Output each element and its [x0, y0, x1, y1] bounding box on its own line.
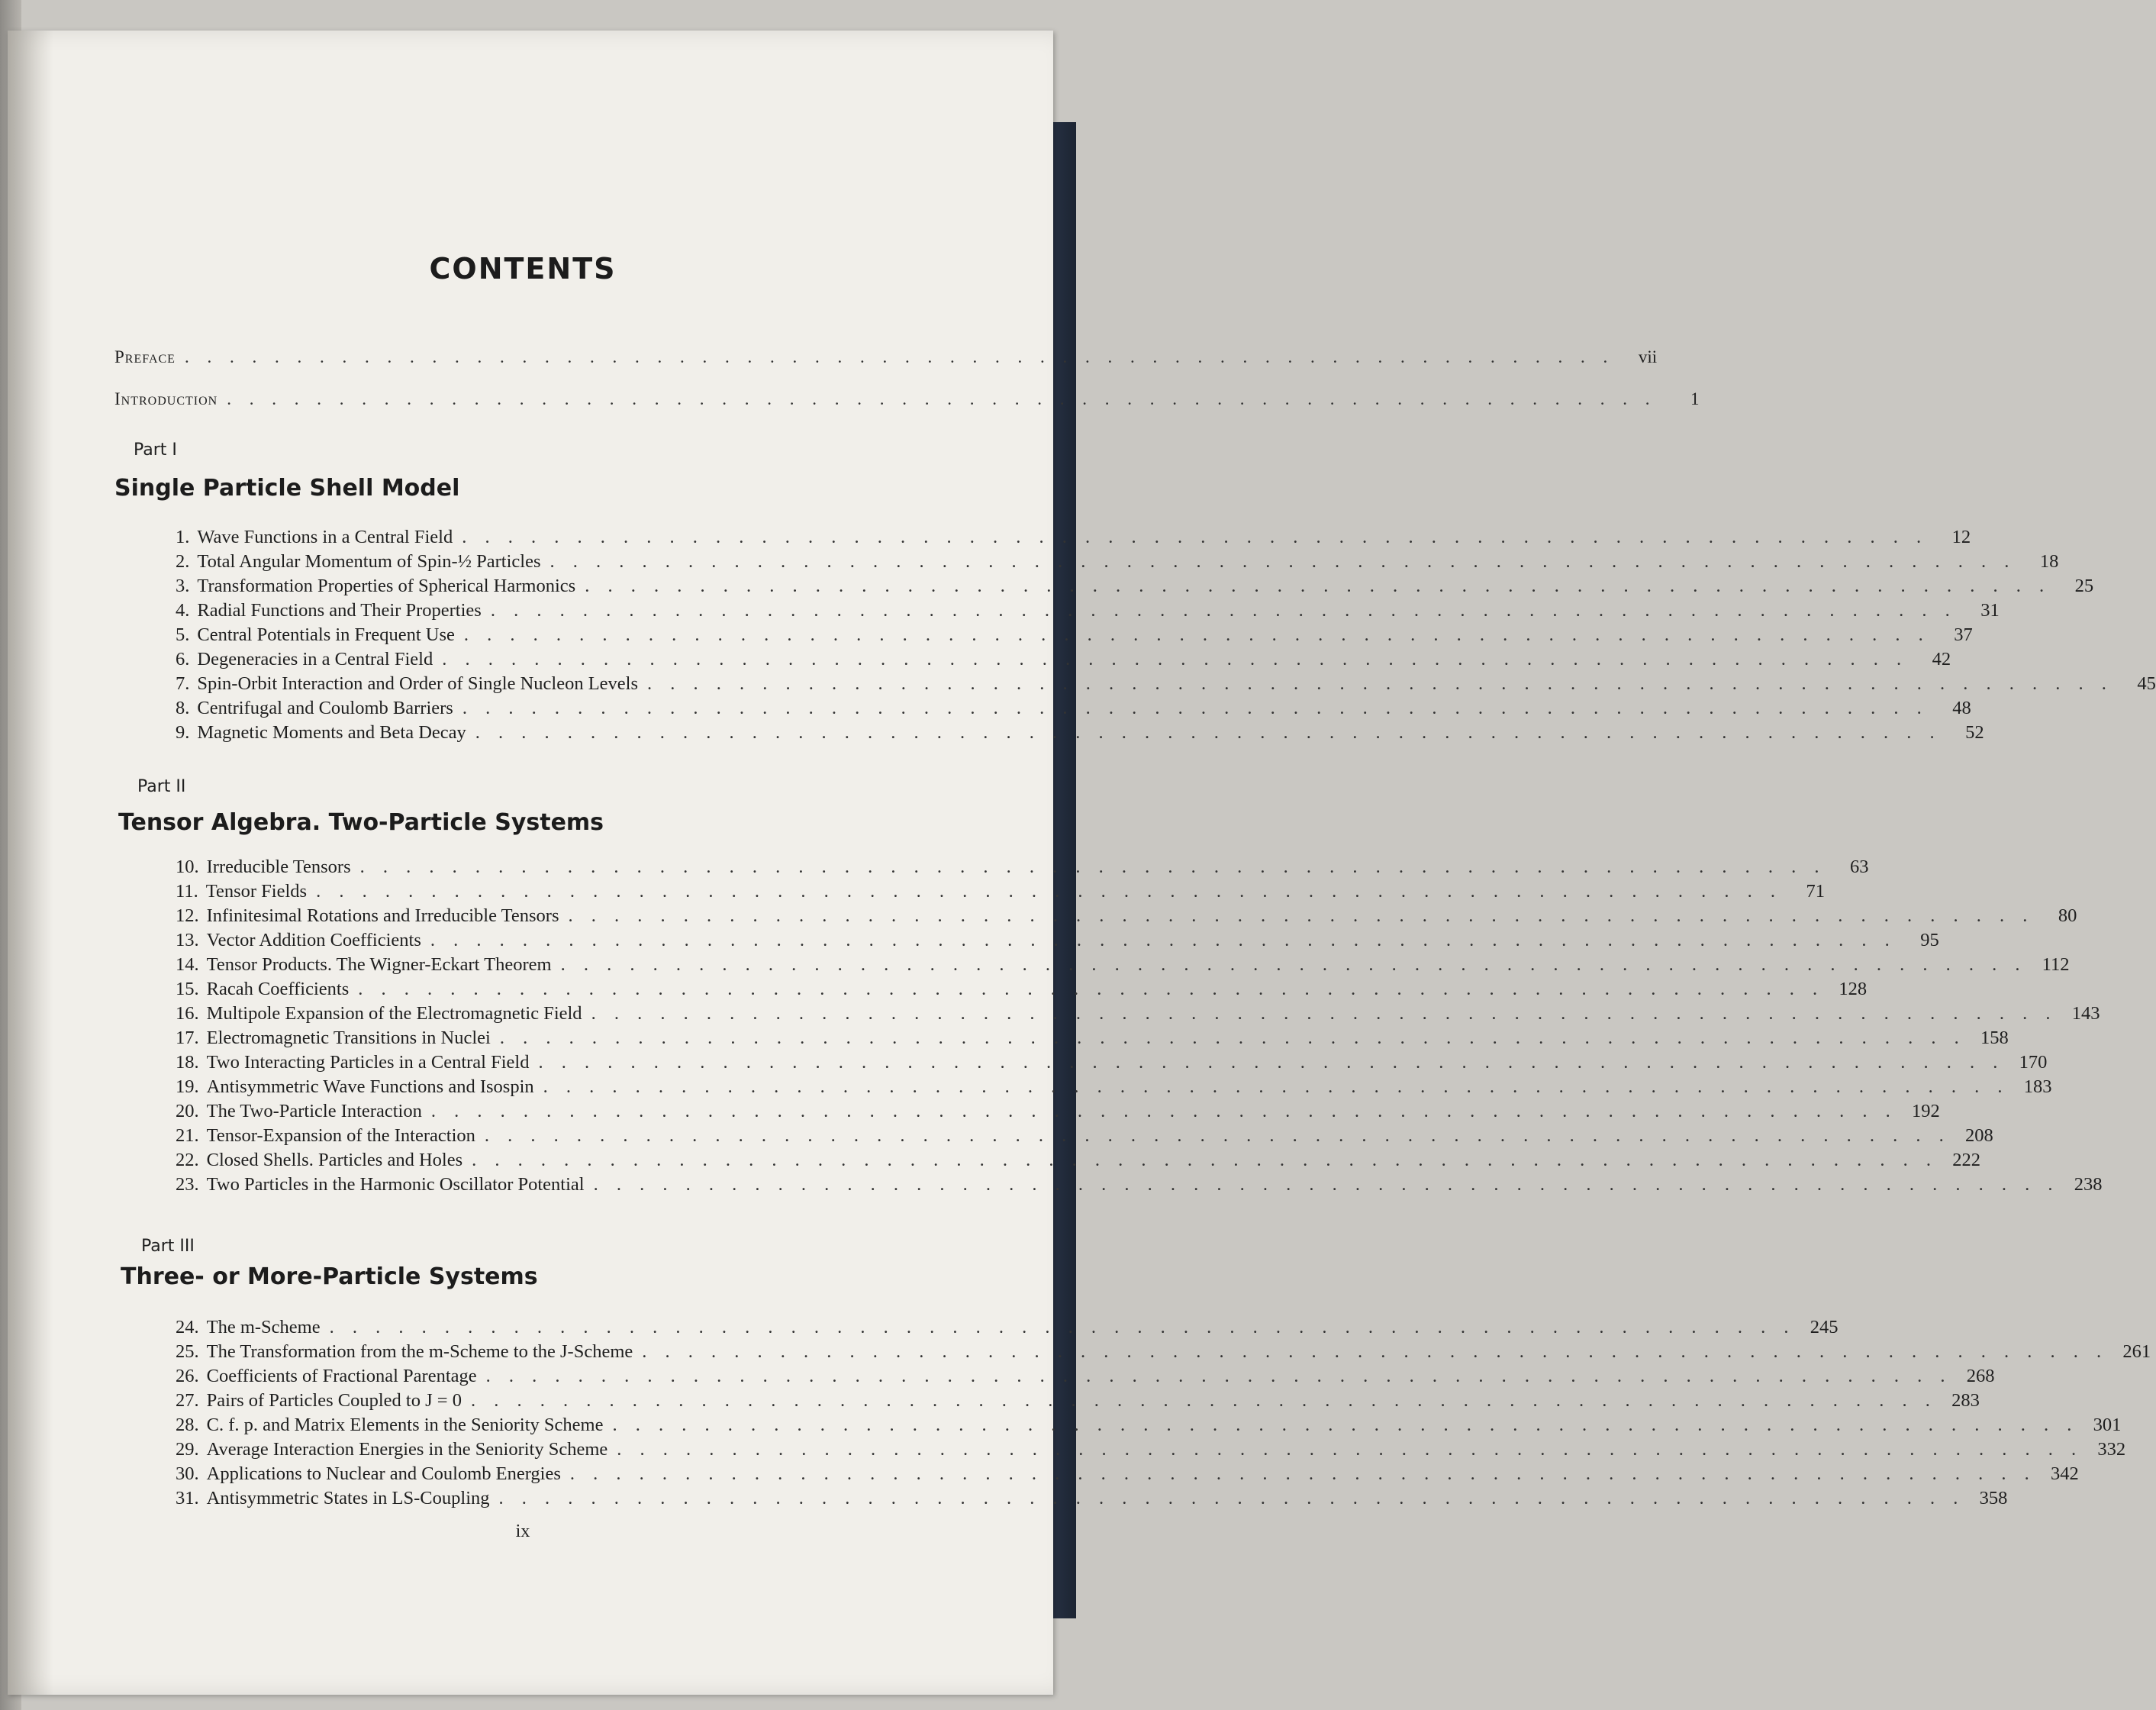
- chapter-number: 27.: [176, 1390, 199, 1411]
- chapter-number: 4.: [176, 600, 190, 621]
- chapter-number: 14.: [176, 954, 199, 975]
- chapter-page-number: 170: [2019, 1052, 2048, 1073]
- dot-leader: . . . . . . . . . . . . . . . . . . . . . . . . . . . . . . . . . . . . . . . . . . . . . . . . . . . . . . . . . . . . . . . .: [470, 1390, 1937, 1411]
- chapter-title: Magnetic Moments and Beta Decay: [197, 722, 466, 743]
- chapter-page-number: 261: [2122, 1341, 2151, 1362]
- chapter-entry[interactable]: [176, 1463, 2079, 1488]
- part-2-chapter-list: [176, 857, 2103, 1199]
- chapter-number: 18.: [176, 1052, 199, 1073]
- chapter-title: Total Angular Momentum of Spin-½ Particles: [197, 551, 541, 572]
- chapter-entry[interactable]: [176, 624, 1973, 649]
- chapter-number: 2.: [176, 551, 190, 572]
- dot-leader: . . . . . . . . . . . . . . . . . . . . . . . . . . . . . . . . . . . . . . . . . . . . . . . . . . . . . . . . . . . . . . . .: [549, 551, 2016, 572]
- chapter-number: 6.: [176, 649, 190, 669]
- chapter-title: Central Potentials in Frequent Use: [197, 624, 455, 645]
- chapter-page-number: 45: [2137, 673, 2156, 694]
- chapter-title: Centrifugal and Coulomb Barriers: [197, 698, 453, 718]
- chapter-entry[interactable]: [176, 527, 1971, 551]
- chapter-entry[interactable]: [176, 1439, 2126, 1463]
- chapter-title: Transformation Properties of Spherical Harmonics: [197, 576, 576, 596]
- chapter-title: Vector Addition Coefficients: [206, 930, 421, 950]
- chapter-page-number: 48: [1952, 698, 1971, 718]
- dot-leader: . . . . . . . . . . . . . . . . . . . . . . . . . . . . . . . . . . . . . . . . . . . . . . . . . . . . . . . . . . . . . . . .: [569, 1463, 2036, 1484]
- chapter-entry[interactable]: [176, 1052, 2048, 1076]
- chapter-page-number: 192: [1911, 1101, 1940, 1121]
- chapter-page-number: 12: [1951, 527, 1971, 547]
- chapter-number: 24.: [176, 1317, 199, 1337]
- part-1-label: Part I: [134, 440, 177, 460]
- chapter-number: 5.: [176, 624, 190, 645]
- chapter-page-number: 95: [1920, 930, 1939, 950]
- dot-leader: . . . . . . . . . . . . . . . . . . . . . . . . . . . . . . . . . . . . . . . . . . . . . . . . . . . . . . . . . . . . . . . .: [442, 649, 1909, 669]
- chapter-entry[interactable]: [176, 1076, 2052, 1101]
- contents-heading: CONTENTS: [429, 252, 617, 286]
- chapter-title: C. f. p. and Matrix Elements in the Seniority Scheme: [206, 1415, 604, 1435]
- chapter-page-number: 245: [1810, 1317, 1839, 1337]
- chapter-entry[interactable]: [176, 1028, 2009, 1052]
- chapter-page-number: 71: [1806, 881, 1825, 902]
- chapter-title: Two Interacting Particles in a Central Field: [206, 1052, 530, 1073]
- dot-leader: . . . . . . . . . . . . . . . . . . . . . . . . . . . . . . . . . . . . . . . . . . . . . . . . . . . . . . . . . . . . . . . .: [358, 979, 1825, 999]
- dot-leader: . . . . . . . . . . . . . . . . . . . . . . . . . . . . . . . . . . . . . . . . . . . . . . . . . . . . . . . . . . . . . . . .: [568, 905, 2035, 926]
- dot-leader: . . . . . . . . . . . . . . . . . . . . . . . . . . . . . . . . . . . . . . . . . . . . . . . . . . . . . . . . . . . . . . . .: [490, 600, 1957, 621]
- chapter-number: 10.: [176, 857, 199, 877]
- chapter-number: 9.: [176, 722, 190, 743]
- chapter-page-number: 112: [2042, 954, 2070, 975]
- chapter-entry[interactable]: [176, 1125, 1993, 1150]
- chapter-entry[interactable]: [176, 576, 2094, 600]
- chapter-title: Applications to Nuclear and Coulomb Energies: [206, 1463, 561, 1484]
- dot-leader: . . . . . . . . . . . . . . . . . . . . . . . . . . . . . . . . . . . . . . . . . . . . . . . . . . . . . . . . . . . . . . . .: [472, 1150, 1938, 1170]
- chapter-entry[interactable]: [176, 954, 2070, 979]
- chapter-entry[interactable]: [176, 551, 2059, 576]
- chapter-number: 26.: [176, 1366, 199, 1386]
- chapter-number: 12.: [176, 905, 199, 926]
- dot-leader: . . . . . . . . . . . . . . . . . . . . . . . . . . . . . . . . . . . . . . . . . . . . . . . . . . . . . . . . . . . . . . . .: [617, 1439, 2083, 1460]
- chapter-number: 15.: [176, 979, 199, 999]
- chapter-entry[interactable]: [176, 673, 2156, 698]
- chapter-page-number: 283: [1951, 1390, 1980, 1411]
- dot-leader: . . . . . . . . . . . . . . . . . . . . . . . . . . . . . . . . . . . . . . . . . . . . . . . . . . . . . . . . . . . . . . . .: [612, 1415, 2079, 1435]
- chapter-entry[interactable]: [176, 1366, 1995, 1390]
- chapter-number: 23.: [176, 1174, 199, 1195]
- dot-leader: . . . . . . . . . . . . . . . . . . . . . . . . . . . . . . . . . . . . . . . . . . . . . . . . . . . . . . . . . . . . . . . .: [184, 347, 1615, 366]
- chapter-number: 29.: [176, 1439, 199, 1460]
- chapter-title: The m-Scheme: [206, 1317, 321, 1337]
- chapter-entry[interactable]: [176, 1317, 1839, 1341]
- chapter-page-number: 183: [2023, 1076, 2052, 1097]
- chapter-title: Pairs of Particles Coupled to J = 0: [206, 1390, 462, 1411]
- dot-leader: . . . . . . . . . . . . . . . . . . . . . . . . . . . . . . . . . . . . . . . . . . . . . . . . . . . . . . . . . . . . . . . .: [463, 624, 1930, 645]
- chapter-entry[interactable]: [176, 698, 1971, 722]
- chapter-entry[interactable]: [176, 1174, 2103, 1199]
- dot-leader: . . . . . . . . . . . . . . . . . . . . . . . . . . . . . . . . . . . . . . . . . . . . . . . . . . . . . . . . . . . . . . . .: [647, 673, 2113, 694]
- dot-leader: . . . . . . . . . . . . . . . . . . . . . . . . . . . . . . . . . . . . . . . . . . . . . . . . . . . . . . . . . . . . . . . .: [430, 930, 1897, 950]
- chapter-entry[interactable]: [176, 857, 1869, 881]
- chapter-title: Tensor Products. The Wigner-Eckart Theorem: [206, 954, 552, 975]
- chapter-number: 7.: [176, 673, 190, 694]
- part-1-title: Single Particle Shell Model: [114, 475, 460, 502]
- chapter-title: The Transformation from the m-Scheme to the J-Scheme: [206, 1341, 633, 1362]
- dot-leader: . . . . . . . . . . . . . . . . . . . . . . . . . . . . . . . . . . . . . . . . . . . . . . . . . . . . . . . . . . . . . . . .: [484, 1125, 1951, 1146]
- dot-leader: . . . . . . . . . . . . . . . . . . . . . . . . . . . . . . . . . . . . . . . . . . . . . . . . . . . . . . . . . . . . . . . .: [499, 1028, 1966, 1048]
- chapter-title: The Two-Particle Interaction: [206, 1101, 422, 1121]
- chapter-title: Racah Coefficients: [206, 979, 350, 999]
- chapter-page-number: 238: [2074, 1174, 2103, 1195]
- chapter-title: Antisymmetric Wave Functions and Isospin: [206, 1076, 534, 1097]
- chapter-entry[interactable]: [176, 1150, 1980, 1174]
- dot-leader: . . . . . . . . . . . . . . . . . . . . . . . . . . . . . . . . . . . . . . . . . . . . . . . . . . . . . . . . . . . . . . . .: [585, 576, 2051, 596]
- chapter-entry[interactable]: [176, 1488, 2008, 1512]
- chapter-number: 11.: [176, 881, 198, 902]
- entry-title: Preface: [114, 347, 176, 366]
- chapter-title: Tensor-Expansion of the Interaction: [206, 1125, 475, 1146]
- dot-leader: . . . . . . . . . . . . . . . . . . . . . . . . . . . . . . . . . . . . . . . . . . . . . . . . . . . . . . . . . . . . . . . .: [475, 722, 1942, 743]
- chapter-page-number: 143: [2071, 1003, 2100, 1024]
- chapter-page-number: 18: [2039, 551, 2059, 572]
- chapter-entry[interactable]: [176, 881, 1825, 905]
- chapter-entry[interactable]: [176, 649, 1951, 673]
- dot-leader: . . . . . . . . . . . . . . . . . . . . . . . . . . . . . . . . . . . . . . . . . . . . . . . . . . . . . . . . . . . . . . . .: [462, 527, 1929, 547]
- page-number-folio: ix: [515, 1521, 530, 1541]
- chapter-entry[interactable]: [176, 1390, 1980, 1415]
- chapter-number: 17.: [176, 1028, 199, 1048]
- chapter-page-number: 80: [2058, 905, 2077, 926]
- dot-leader: . . . . . . . . . . . . . . . . . . . . . . . . . . . . . . . . . . . . . . . . . . . . . . . . . . . . . . . . . . . . . . . .: [329, 1317, 1796, 1337]
- chapter-number: 30.: [176, 1463, 199, 1484]
- front-matter-entry-introduction[interactable]: [114, 389, 1700, 409]
- chapter-page-number: 42: [1932, 649, 1951, 669]
- chapter-page-number: 128: [1839, 979, 1868, 999]
- dot-leader: . . . . . . . . . . . . . . . . . . . . . . . . . . . . . . . . . . . . . . . . . . . . . . . . . . . . . . . . . . . . . . . .: [485, 1366, 1952, 1386]
- chapter-page-number: 332: [2097, 1439, 2126, 1460]
- chapter-number: 22.: [176, 1150, 199, 1170]
- dot-leader: . . . . . . . . . . . . . . . . . . . . . . . . . . . . . . . . . . . . . . . . . . . . . . . . . . . . . . . . . . . . . . . .: [359, 857, 1826, 877]
- chapter-number: 28.: [176, 1415, 199, 1435]
- dot-leader: . . . . . . . . . . . . . . . . . . . . . . . . . . . . . . . . . . . . . . . . . . . . . . . . . . . . . . . . . . . . . . . .: [543, 1076, 2009, 1097]
- chapter-page-number: 222: [1952, 1150, 1980, 1170]
- chapter-page-number: 358: [1979, 1488, 2008, 1508]
- chapter-page-number: 342: [2051, 1463, 2079, 1484]
- front-matter-entry-preface[interactable]: [114, 347, 1658, 367]
- chapter-title: Two Particles in the Harmonic Oscillator Potential: [206, 1174, 585, 1195]
- part-3-chapter-list: [176, 1317, 2151, 1512]
- chapter-number: 16.: [176, 1003, 199, 1024]
- chapter-entry[interactable]: [176, 979, 1868, 1003]
- chapter-page-number: 31: [1980, 600, 2000, 621]
- chapter-number: 21.: [176, 1125, 199, 1146]
- chapter-title: Multipole Expansion of the Electromagnetic Field: [206, 1003, 582, 1024]
- chapter-entry[interactable]: [176, 600, 2000, 624]
- dot-leader: . . . . . . . . . . . . . . . . . . . . . . . . . . . . . . . . . . . . . . . . . . . . . . . . . . . . . . . . . . . . . . . .: [316, 881, 1782, 902]
- chapter-title: Electromagnetic Transitions in Nuclei: [206, 1028, 491, 1048]
- chapter-number: 31.: [176, 1488, 199, 1508]
- dot-leader: . . . . . . . . . . . . . . . . . . . . . . . . . . . . . . . . . . . . . . . . . . . . . . . . . . . . . . . . . . . . . . . .: [591, 1003, 2058, 1024]
- dot-leader: . . . . . . . . . . . . . . . . . . . . . . . . . . . . . . . . . . . . . . . . . . . . . . . . . . . . . . . . . . . . . . . .: [498, 1488, 1965, 1508]
- chapter-number: 3.: [176, 576, 190, 596]
- chapter-entry[interactable]: [176, 1415, 2122, 1439]
- dot-leader: . . . . . . . . . . . . . . . . . . . . . . . . . . . . . . . . . . . . . . . . . . . . . . . . . . . . . . . . . . . . . . . .: [430, 1101, 1897, 1121]
- chapter-title: Coefficients of Fractional Parentage: [206, 1366, 477, 1386]
- dot-leader: . . . . . . . . . . . . . . . . . . . . . . . . . . . . . . . . . . . . . . . . . . . . . . . . . . . . . . . . . . . . . . . .: [642, 1341, 2109, 1362]
- chapter-title: Radial Functions and Their Properties: [197, 600, 482, 621]
- chapter-page-number: 63: [1850, 857, 1869, 877]
- chapter-page-number: 208: [1965, 1125, 1993, 1146]
- chapter-page-number: 37: [1954, 624, 1973, 645]
- chapter-entry[interactable]: [176, 905, 2077, 930]
- chapter-title: Antisymmetric States in LS-Coupling: [206, 1488, 490, 1508]
- chapter-title: Spin-Orbit Interaction and Order of Single Nucleon Levels: [197, 673, 639, 694]
- chapter-title: Tensor Fields: [205, 881, 308, 902]
- chapter-entry[interactable]: [176, 1003, 2100, 1028]
- chapter-number: 25.: [176, 1341, 199, 1362]
- part-3-label: Part III: [141, 1237, 195, 1256]
- chapter-page-number: 301: [2093, 1415, 2122, 1435]
- dot-leader: . . . . . . . . . . . . . . . . . . . . . . . . . . . . . . . . . . . . . . . . . . . . . . . . . . . . . . . . . . . . . . . .: [538, 1052, 2005, 1073]
- chapter-entry[interactable]: [176, 722, 1984, 747]
- dot-leader: . . . . . . . . . . . . . . . . . . . . . . . . . . . . . . . . . . . . . . . . . . . . . . . . . . . . . . . . . . . . . . . .: [560, 954, 2027, 975]
- chapter-page-number: 268: [1966, 1366, 1995, 1386]
- dot-leader: . . . . . . . . . . . . . . . . . . . . . . . . . . . . . . . . . . . . . . . . . . . . . . . . . . . . . . . . . . . . . . . .: [227, 389, 1657, 408]
- chapter-number: 13.: [176, 930, 199, 950]
- entry-page-number: 1: [1690, 389, 1700, 408]
- part-2-title: Tensor Algebra. Two-Particle Systems: [118, 809, 604, 836]
- chapter-entry[interactable]: [176, 930, 1939, 954]
- dot-leader: . . . . . . . . . . . . . . . . . . . . . . . . . . . . . . . . . . . . . . . . . . . . . . . . . . . . . . . . . . . . . . . .: [593, 1174, 2060, 1195]
- dot-leader: . . . . . . . . . . . . . . . . . . . . . . . . . . . . . . . . . . . . . . . . . . . . . . . . . . . . . . . . . . . . . . . .: [462, 698, 1929, 718]
- chapter-title: Infinitesimal Rotations and Irreducible Tensors: [206, 905, 559, 926]
- entry-title: Introduction: [114, 389, 218, 408]
- chapter-entry[interactable]: [176, 1101, 1940, 1125]
- chapter-title: Irreducible Tensors: [206, 857, 351, 877]
- entry-page-number: vii: [1638, 347, 1658, 366]
- chapter-number: 8.: [176, 698, 190, 718]
- chapter-page-number: 25: [2074, 576, 2094, 596]
- chapter-page-number: 52: [1965, 722, 1984, 743]
- chapter-title: Degeneracies in a Central Field: [197, 649, 433, 669]
- chapter-number: 19.: [176, 1076, 199, 1097]
- chapter-entry[interactable]: [176, 1341, 2151, 1366]
- chapter-number: 1.: [176, 527, 190, 547]
- chapter-title: Average Interaction Energies in the Seniority Scheme: [206, 1439, 608, 1460]
- part-1-chapter-list: [176, 527, 2156, 747]
- chapter-number: 20.: [176, 1101, 199, 1121]
- chapter-title: Wave Functions in a Central Field: [197, 527, 453, 547]
- chapter-title: Closed Shells. Particles and Holes: [206, 1150, 463, 1170]
- part-3-title: Three- or More-Particle Systems: [121, 1263, 538, 1290]
- chapter-page-number: 158: [1980, 1028, 2009, 1048]
- part-2-label: Part II: [137, 777, 186, 796]
